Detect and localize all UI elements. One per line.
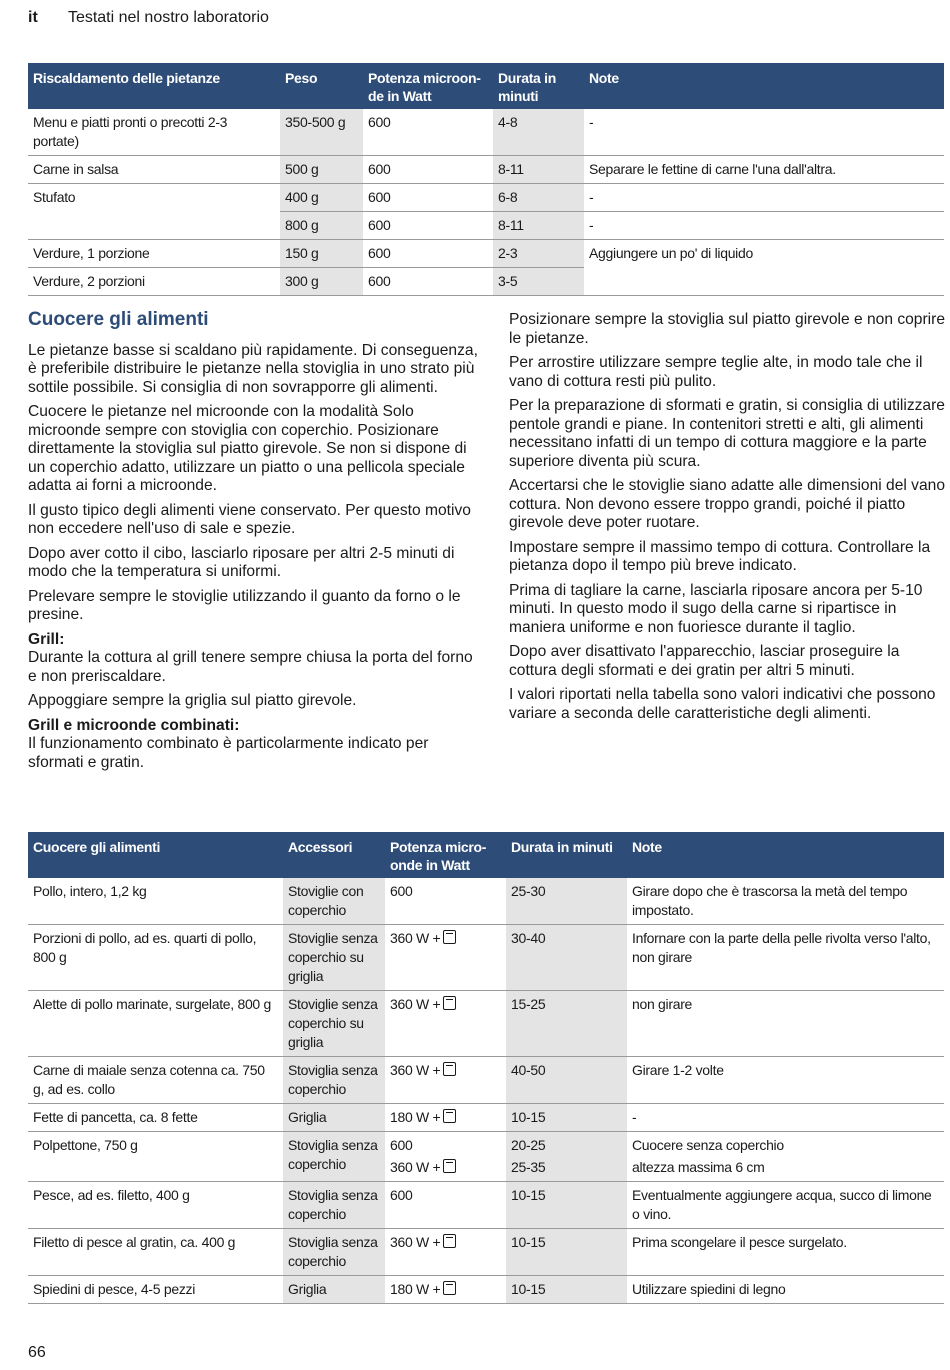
time-text: 20-25 <box>511 1137 546 1153</box>
cell-weight: 150 g <box>280 240 363 268</box>
col-header-power: Potenza micro-onde in Watt <box>385 832 506 878</box>
cell-power: 600 <box>363 156 493 184</box>
table-row <box>28 1057 944 1104</box>
grill-icon <box>443 930 456 944</box>
paragraph: Il funzionamento combinato è particolarmente indicato per sformati e gratin. <box>28 735 429 771</box>
cell-power: 600 <box>363 184 493 212</box>
cell-time <box>506 1182 627 1229</box>
cell-time <box>506 925 627 991</box>
cell-note <box>627 1276 944 1304</box>
accessory-text: Stoviglia senza coperchio <box>288 1187 378 1222</box>
paragraph: Impostare sempre il massimo tempo di cottura. Controllare la pietanza dopo il tempo più breve indicato. <box>509 538 931 574</box>
cell-power <box>385 1132 506 1182</box>
paragraph: Per la preparazione di sformati e gratin, si consiglia di utilizzare pentole grandi e piane. In contenitori stretti e alti, gli alimenti necessitano infatti di un tempo di cottura maggiore e la parte superiore diventa più scura. <box>509 397 945 470</box>
cell-accessories <box>283 925 385 991</box>
note-text: Utilizzare spiedini di legno <box>632 1281 786 1297</box>
accessory-text: Griglia <box>288 1109 327 1125</box>
power-text: 360 W + <box>390 1234 441 1250</box>
cell-note <box>627 1132 944 1182</box>
accessory-text: Stoviglie senza coperchio su griglia <box>288 996 378 1050</box>
cell-power <box>385 1182 506 1229</box>
cell-food: Carne in salsa <box>28 156 280 184</box>
cell-accessories <box>283 878 385 925</box>
table-row <box>28 1132 944 1182</box>
note-text: Girare dopo che è trascorsa la metà del tempo impostato. <box>632 883 908 918</box>
cell-food <box>28 925 283 991</box>
cell-accessories <box>283 1182 385 1229</box>
cell-power: 600 <box>363 109 493 156</box>
cell-power <box>385 1104 506 1132</box>
cell-food <box>28 1229 283 1276</box>
cell-food <box>28 1182 283 1229</box>
cell-time <box>506 991 627 1057</box>
paragraph: Durante la cottura al grill tenere sempre chiusa la porta del forno e non preriscaldare. <box>28 649 473 685</box>
cell-accessories <box>283 1276 385 1304</box>
cell-time: 6-8 <box>493 184 584 212</box>
cell-weight: 350-500 g <box>280 109 363 156</box>
cell-note: Separare le fettine di carne l'una dall'altra. <box>584 156 944 184</box>
table-row <box>28 1104 944 1132</box>
cell-note <box>627 1104 944 1132</box>
subheading-grill: Grill: <box>28 630 65 648</box>
cell-time <box>506 1276 627 1304</box>
cell-food <box>28 1057 283 1104</box>
paragraph: Accertarsi che le stoviglie siano adatte alle dimensioni del vano cottura. Non devono essere troppo grandi, poiché il piatto girevole deve poter ruotare. <box>509 477 946 531</box>
cell-weight: 400 g <box>280 184 363 212</box>
col-header-note: Note <box>584 63 944 109</box>
cell-time: 8-11 <box>493 156 584 184</box>
cell-weight: 500 g <box>280 156 363 184</box>
power-text: 180 W + <box>390 1281 441 1297</box>
cell-note: Aggiungere un po' di liquido <box>589 245 753 261</box>
time-text: 10-15 <box>511 1109 546 1125</box>
food-text: Polpettone, 750 g <box>33 1137 138 1153</box>
grill-icon <box>443 996 456 1010</box>
time-text: 30-40 <box>511 930 546 946</box>
cooking-table <box>28 832 944 1304</box>
time-text: 15-25 <box>511 996 546 1012</box>
cell-time <box>506 1057 627 1104</box>
cell-accessories <box>283 1104 385 1132</box>
cell-food: Verdure, 1 porzione <box>28 240 280 268</box>
table-row <box>28 212 944 240</box>
food-text: Spiedini di pesce, 4-5 pezzi <box>33 1281 196 1297</box>
cell-note <box>627 991 944 1057</box>
cell-food <box>28 1104 283 1132</box>
power-text: 360 W + <box>390 1159 441 1175</box>
cell-weight: 800 g <box>280 212 363 240</box>
grill-icon <box>443 1234 456 1248</box>
table-row <box>28 240 944 268</box>
cell-power: 600 <box>363 268 493 296</box>
cell-time <box>506 1229 627 1276</box>
language-code: it <box>28 9 38 26</box>
cell-power <box>385 878 506 925</box>
cell-food <box>28 212 280 240</box>
cell-note: - <box>584 184 944 212</box>
cell-time: 3-5 <box>493 268 584 296</box>
table-row <box>28 991 944 1057</box>
cell-power <box>385 1229 506 1276</box>
cell-note <box>627 1057 944 1104</box>
cell-food <box>28 878 283 925</box>
right-text-column <box>509 311 946 729</box>
page-header <box>28 9 269 27</box>
table-row <box>28 109 944 156</box>
food-text: Pesce, ad es. filetto, 400 g <box>33 1187 190 1203</box>
food-text: Alette di pollo marinate, surgelate, 800 g <box>33 996 271 1012</box>
cell-note: - <box>584 212 944 240</box>
note-text: Girare 1-2 volte <box>632 1062 724 1078</box>
col-header-time: Durata in minuti <box>493 63 584 109</box>
cell-food: Verdure, 2 porzioni <box>28 268 280 296</box>
note-text: Prima scongelare il pesce surgelato. <box>632 1234 847 1250</box>
cell-accessories <box>283 1132 385 1182</box>
note-text: - <box>632 1109 637 1125</box>
cell-power <box>385 991 506 1057</box>
grill-icon <box>443 1281 456 1295</box>
cell-time <box>506 1132 627 1182</box>
accessory-text: Stoviglia senza coperchio <box>288 1062 378 1097</box>
cell-weight: 300 g <box>280 268 363 296</box>
col-header-accessories: Accessori <box>283 832 385 878</box>
paragraph: I valori riportati nella tabella sono valori indicativi che possono variare a seconda delle caratteristiche degli alimenti. <box>509 686 936 722</box>
note-text: Eventualmente aggiungere acqua, succo di limone o vino. <box>632 1187 932 1222</box>
col-header-time: Durata in minuti <box>506 832 627 878</box>
cell-power <box>385 1057 506 1104</box>
section-title: Testati nel nostro laboratorio <box>67 9 269 26</box>
time-text: 10-15 <box>511 1281 546 1297</box>
col-header-note: Note <box>627 832 944 878</box>
food-text: Carne di maiale senza cotenna ca. 750 g, ad es. collo <box>33 1062 265 1097</box>
note-text: altezza massima 6 cm <box>632 1159 765 1175</box>
cell-food: Stufato <box>33 189 76 205</box>
paragraph: Prelevare sempre le stoviglie utilizzando il guanto da forno o le presine. <box>28 587 461 623</box>
page-number: 66 <box>28 1344 46 1361</box>
paragraph: Cuocere le pietanze nel microonde con la modalità Solo microonde sempre con stoviglia con coperchio. Posizionare direttamente la stoviglia sul piatto girevole. Se non si dispone di un coperchio adatto, utilizzare un piatto o una pellicola speciale adatta ai forni a microonde. <box>28 403 467 494</box>
note-text: Infornare con la parte della pelle rivolta verso l'alto, non girare <box>632 930 931 965</box>
time-text: 10-15 <box>511 1187 546 1203</box>
col-header-power: Potenza microon-de in Watt <box>363 63 493 109</box>
left-text-column <box>28 311 478 778</box>
cell-time: 4-8 <box>493 109 584 156</box>
table-row <box>28 1229 944 1276</box>
subheading-combo: Grill e microonde combinati: <box>28 716 240 734</box>
col-header-weight: Peso <box>280 63 363 109</box>
table-row <box>28 878 944 925</box>
food-text: Fette di pancetta, ca. 8 fette <box>33 1109 198 1125</box>
grill-icon <box>443 1062 456 1076</box>
power-text: 180 W + <box>390 1109 441 1125</box>
accessory-text: Stoviglie con coperchio <box>288 883 364 918</box>
cell-food <box>28 991 283 1057</box>
cell-time: 8-11 <box>493 212 584 240</box>
table-row <box>28 1276 944 1304</box>
cell-note <box>627 1182 944 1229</box>
cell-accessories <box>283 1057 385 1104</box>
cell-note <box>584 268 944 296</box>
cell-power <box>385 1276 506 1304</box>
cell-power: 600 <box>363 212 493 240</box>
cell-accessories <box>283 991 385 1057</box>
note-text: non girare <box>632 996 693 1012</box>
cell-note <box>627 925 944 991</box>
cell-note <box>627 1229 944 1276</box>
accessory-text: Griglia <box>288 1281 327 1297</box>
cell-time <box>506 878 627 925</box>
accessory-text: Stoviglia senza coperchio <box>288 1137 378 1172</box>
cell-time: 2-3 <box>493 240 584 268</box>
col-header-food: Cuocere gli alimenti <box>28 832 283 878</box>
table-row <box>28 156 944 184</box>
col-header-food: Riscaldamento delle pietanze <box>28 63 280 109</box>
food-text: Porzioni di pollo, ad es. quarti di pollo, 800 g <box>33 930 257 965</box>
grill-icon <box>443 1109 456 1123</box>
paragraph: Posizionare sempre la stoviglia sul piatto girevole e non coprire le pietanze. <box>509 311 945 347</box>
table-row <box>28 925 944 991</box>
power-text: 600 <box>390 883 413 899</box>
paragraph: Prima di tagliare la carne, lasciarla riposare ancora per 5-10 minuti. In questo modo il sugo della carne si ripartisce in maniera uniforme e non fuoriesce durante il taglio. <box>509 581 923 636</box>
paragraph: Le pietanze basse si scaldano più rapidamente. Di conseguenza, è preferibile distribuire le pietanze nella stoviglia in uno strato più sottile possibile. Si consiglia di non sovrapporre gli alimenti. <box>28 341 478 396</box>
food-text: Pollo, intero, 1,2 kg <box>33 883 147 899</box>
power-text: 600 <box>390 1187 413 1203</box>
cell-power <box>385 925 506 991</box>
grill-icon <box>443 1159 456 1173</box>
accessory-text: Stoviglie senza coperchio su griglia <box>288 930 378 984</box>
table-row <box>28 268 944 296</box>
note-text: Cuocere senza coperchio <box>632 1137 784 1153</box>
cell-food <box>28 1132 283 1182</box>
accessory-text: Stoviglia senza coperchio <box>288 1234 378 1269</box>
time-text: 10-15 <box>511 1234 546 1250</box>
paragraph: Appoggiare sempre la griglia sul piatto girevole. <box>28 692 357 709</box>
time-text: 25-35 <box>511 1159 546 1175</box>
cell-accessories <box>283 1229 385 1276</box>
power-text: 360 W + <box>390 1062 441 1078</box>
time-text: 25-30 <box>511 883 546 899</box>
cell-note: - <box>584 109 944 156</box>
paragraph: Dopo aver disattivato l'apparecchio, lasciar proseguire la cottura degli sformati e dei gratin per altri 5 minuti. <box>509 643 900 679</box>
power-text: 360 W + <box>390 930 441 946</box>
cell-food <box>28 1276 283 1304</box>
cell-note <box>627 878 944 925</box>
cell-time <box>506 1104 627 1132</box>
section-heading: Cuocere gli alimenti <box>28 309 209 330</box>
food-text: Filetto di pesce al gratin, ca. 400 g <box>33 1234 236 1250</box>
paragraph: Per arrostire utilizzare sempre teglie alte, in modo tale che il vano di cottura resti più pulito. <box>509 354 923 390</box>
table-row <box>28 1182 944 1229</box>
cell-power: 600 <box>363 240 493 268</box>
paragraph: Il gusto tipico degli alimenti viene conservato. Per questo motivo non eccedere nell'uso di sale e spezie. <box>28 501 471 537</box>
time-text: 40-50 <box>511 1062 546 1078</box>
paragraph: Dopo aver cotto il cibo, lasciarlo riposare per altri 2-5 minuti di modo che la temperatura si uniformi. <box>28 544 455 580</box>
power-text: 600 <box>390 1137 413 1153</box>
table-row <box>28 184 944 212</box>
reheating-table <box>28 63 944 296</box>
cell-food: Menu e piatti pronti o precotti 2-3 portate) <box>28 109 280 156</box>
power-text: 360 W + <box>390 996 441 1012</box>
